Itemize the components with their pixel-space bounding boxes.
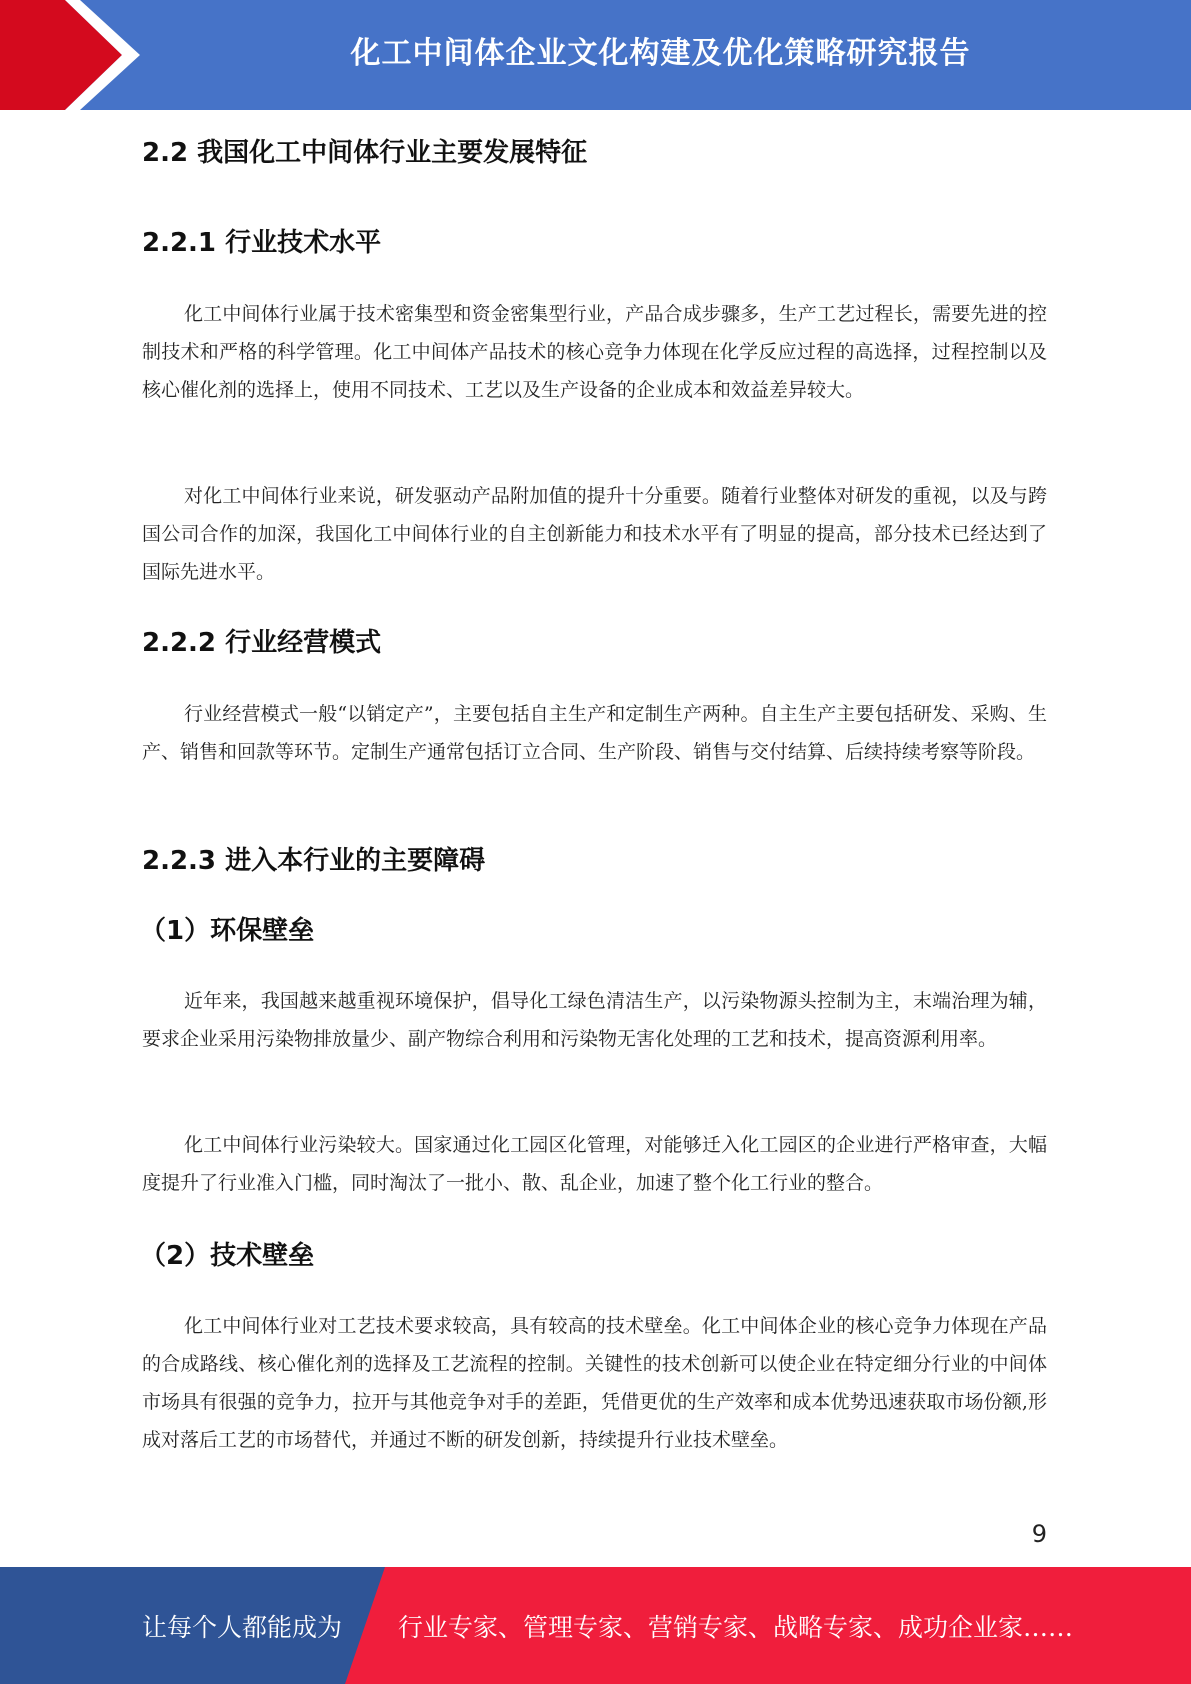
- report-title: 化工中间体企业文化构建及优化策略研究报告: [350, 36, 971, 71]
- page-header: [0, 0, 1191, 110]
- paragraph: 近年来，我国越来越重视环境保护，倡导化工绿色清洁生产，以污染物源头控制为主，末端治理为辅，要求企业采用污染物排放量少、副产物综合利用和污染物无害化处理的工艺和技术，提高资源利用率。: [142, 990, 1047, 1050]
- section-heading-2-2-1: 2.2.1 行业技术水平: [142, 228, 382, 258]
- paragraph: 对化工中间体行业来说，研发驱动产品附加值的提升十分重要。随着行业整体对研发的重视，以及与跨国公司合作的加深，我国化工中间体行业的自主创新能力和技术水平有了明显的提高，部分技术已经达到了国际先进水平。: [142, 485, 1047, 583]
- section-heading-2-2: 2.2 我国化工中间体行业主要发展特征: [142, 138, 588, 168]
- paragraph: 化工中间体行业属于技术密集型和资金密集型行业，产品合成步骤多，生产工艺过程长，需要先进的控制技术和严格的科学管理。化工中间体产品技术的核心竞争力体现在化学反应过程的高选择，过程控制以及核心催化剂的选择上，使用不同技术、工艺以及生产设备的企业成本和效益差异较大。: [142, 303, 1047, 401]
- paragraph: 化工中间体行业对工艺技术要求较高，具有较高的技术壁垒。化工中间体企业的核心竞争力体现在产品的合成路线、核心催化剂的选择及工艺流程的控制。关键性的技术创新可以使企业在特定细分行业的中间体市场具有很强的竞争力，拉开与其他竞争对手的差距，凭借更优的生产效率和成本优势迅速获取市场份额,形成对落后工艺的市场替代，并通过不断的研发创新，持续提升行业技术壁垒。: [142, 1315, 1047, 1451]
- section-heading-2-2-3: 2.2.3 进入本行业的主要障碍: [142, 846, 486, 876]
- paragraph: 行业经营模式一般“以销定产”，主要包括自主生产和定制生产两种。自主生产主要包括研发、采购、生产、销售和回款等环节。定制生产通常包括订立合同、生产阶段、销售与交付结算、后续持续考察等阶段。: [142, 703, 1047, 763]
- subsection-heading-environmental: （1）环保壁垒: [140, 916, 315, 946]
- footer-slogan-left: 让每个人都能成为: [142, 1612, 343, 1642]
- paragraph: 化工中间体行业污染较大。国家通过化工园区化管理，对能够迁入化工园区的企业进行严格审查，大幅度提升了行业准入门槛，同时淘汰了一批小、散、乱企业，加速了整个化工行业的整合。: [142, 1134, 1047, 1194]
- page-number: 9: [1031, 1520, 1047, 1548]
- subsection-heading-technical: （2）技术壁垒: [140, 1241, 315, 1271]
- footer-slogan-right: 行业专家、管理专家、营销专家、战略专家、成功企业家……: [398, 1612, 1074, 1642]
- section-heading-2-2-2: 2.2.2 行业经营模式: [142, 628, 382, 658]
- header-arrow-decoration: [0, 0, 160, 110]
- page-footer: [0, 1567, 1191, 1684]
